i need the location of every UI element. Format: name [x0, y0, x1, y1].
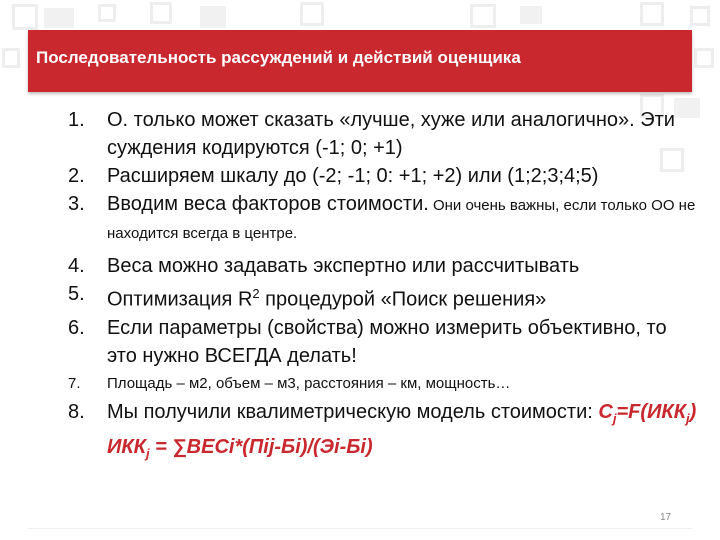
list-item [68, 372, 698, 396]
list-text: Площадь – м2, объем – м3, расстояния – км, мощность… [107, 374, 511, 392]
decor-square [300, 2, 324, 26]
list-item [68, 162, 698, 190]
decor-square [520, 6, 542, 24]
list-number: 8. [68, 400, 85, 423]
decor-square [150, 2, 172, 24]
list-number: 2. [68, 165, 85, 187]
list-text: Расширяем шкалу до (-2; -1; 0: +1; +2) или (1;2;3;4;5) [107, 165, 599, 187]
list-number: 5. [68, 283, 85, 305]
list-number: 1. [68, 109, 85, 131]
superscript: 2 [252, 286, 260, 301]
decor-square [12, 4, 38, 30]
formula: $C_j=F(ИКК_j) ИКК_j$ = ∑ВЕСi*(Пij-Бi)/(Эi-Бi) [107, 400, 697, 461]
list-item [68, 252, 698, 280]
list-item [68, 190, 698, 246]
list-number: 6. [68, 316, 85, 339]
list-text: Если параметры (свойства) можно измерить объективно, то это нужно ВСЕГДА делать! [107, 316, 667, 367]
list-item [68, 398, 698, 468]
list-text: Мы получили квалиметрическую модель стоимости: [107, 400, 599, 423]
decor-square [694, 48, 714, 68]
decor-square [2, 48, 20, 68]
title-bar [28, 30, 692, 92]
list-text: процедурой «Поиск решения» [259, 288, 547, 311]
slide-title: Последовательность рассуждений и действий оценщика [36, 48, 521, 67]
decor-square [98, 4, 116, 22]
decor-square [200, 6, 226, 28]
page-number: 17 [660, 512, 672, 523]
list-item [68, 314, 698, 370]
list-number: 3. [68, 193, 85, 215]
list-number: 4. [68, 255, 85, 277]
decor-square [690, 6, 710, 26]
footer-divider [28, 528, 692, 529]
decor-square [470, 4, 496, 28]
list-text: Веса можно задавать экспертно или рассчитывать [107, 255, 580, 277]
list-number: 7. [68, 374, 81, 392]
numbered-list [68, 106, 698, 468]
list-note: Они очень важны, если только ОО не находится всегда в центре. [107, 197, 696, 242]
list-text: Вводим веса факторов стоимости. [107, 193, 429, 215]
list-item [68, 280, 698, 314]
decor-square [640, 2, 664, 26]
list-item [68, 106, 698, 162]
decor-square [44, 8, 74, 28]
list-text: Оптимизация R [107, 288, 253, 311]
list-text: О. только может сказать «лучше, хуже или аналогично». Эти суждения кодируются (-1; 0; +1) [107, 109, 675, 159]
